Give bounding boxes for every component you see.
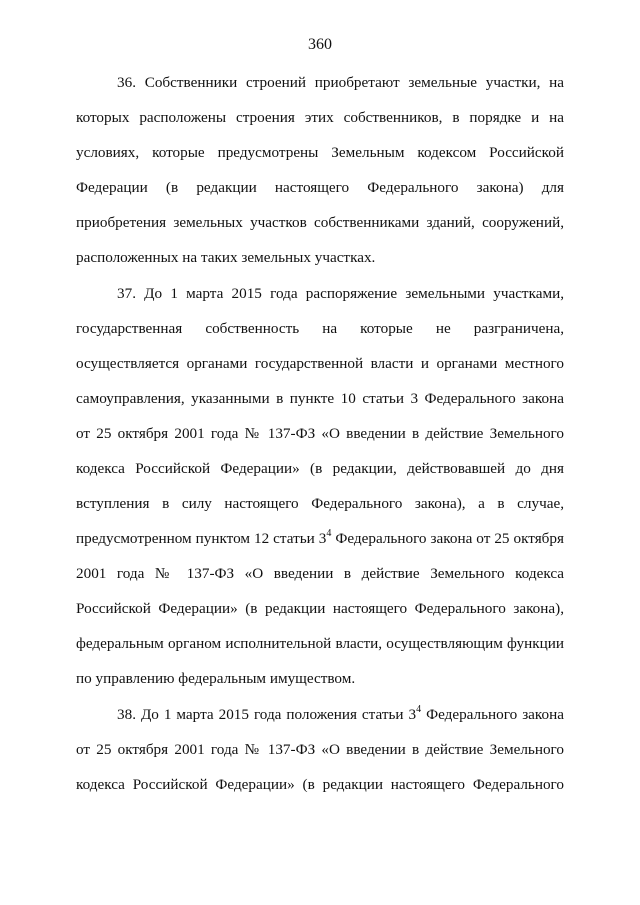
text-line: Федерации (в редакции настоящего Федерального закона) для: [76, 179, 564, 196]
text-line-with-superscript: [117, 705, 564, 725]
page-number: 360: [308, 36, 332, 53]
text-line: кодекса Российской Федерации» (в редакции, действовавшей до дня: [76, 460, 564, 477]
text-segment: Федерального закона: [421, 706, 564, 723]
text-line: которых расположены строения этих собственников, в порядке и на: [76, 109, 564, 126]
text-line: условиях, которые предусмотрены Земельным кодексом Российской: [76, 144, 564, 161]
superscript: 4: [416, 703, 422, 715]
text-line: 37. До 1 марта 2015 года распоряжение земельными участками,: [117, 285, 564, 302]
text-line: кодекса Российской Федерации» (в редакции настоящего Федерального: [76, 776, 564, 793]
text-segment: предусмотренном пунктом 12 статьи 3: [76, 530, 327, 547]
text-line: по управлению федеральным имуществом.: [76, 670, 356, 687]
text-line: от 25 октября 2001 года № 137-ФЗ «О введении в действие Земельного: [76, 741, 564, 758]
text-line: 36. Собственники строений приобретают земельные участки, на: [117, 74, 564, 91]
text-line: от 25 октября 2001 года № 137-ФЗ «О введении в действие Земельного: [76, 425, 564, 442]
text-segment: Федерального закона от 25 октября: [331, 530, 564, 547]
text-line: приобретения земельных участков собственниками зданий, сооружений,: [76, 214, 564, 231]
text-line: государственная собственность на которые не разграничена,: [76, 320, 564, 337]
text-segment: 38. До 1 марта 2015 года положения статьи 3: [117, 706, 417, 723]
text-line: расположенных на таких земельных участках.: [76, 249, 376, 266]
text-line: осуществляется органами государственной власти и органами местного: [76, 355, 564, 372]
text-line: вступления в силу настоящего Федерального закона), а в случае,: [76, 495, 564, 512]
text-line: федеральным органом исполнительной власти, осуществляющим функции: [76, 635, 564, 652]
text-line: самоуправления, указанными в пункте 10 статьи 3 Федерального закона: [76, 390, 564, 407]
text-line-with-superscript: [76, 529, 564, 549]
text-line: 2001 года № 137-ФЗ «О введении в действие Земельного кодекса: [76, 565, 564, 582]
superscript: 4: [326, 527, 332, 539]
text-line: Российской Федерации» (в редакции настоящего Федерального закона),: [76, 600, 564, 617]
